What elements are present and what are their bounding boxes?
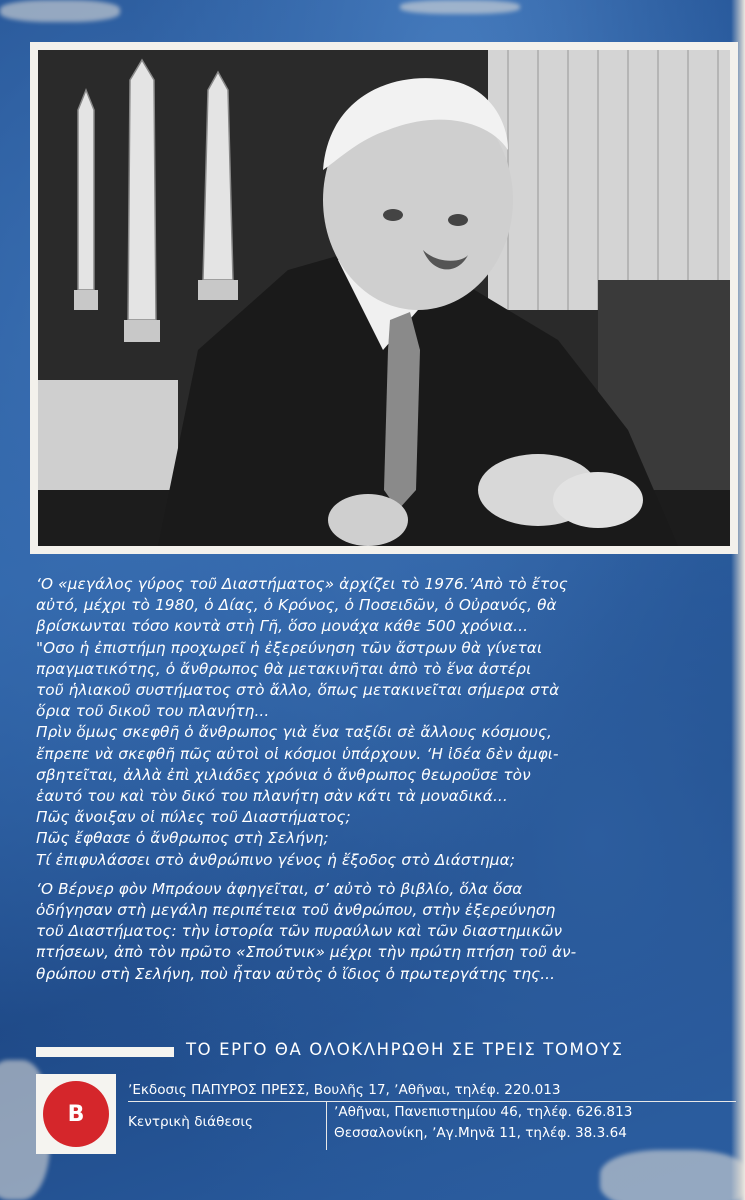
paper-wear xyxy=(0,0,120,22)
paper-wear xyxy=(400,0,520,14)
text-line: ὁδήγησαν στὴ μεγάλη περιπέτεια τοῦ ἀνθρώπου, στὴν ἐξερεύνηση xyxy=(36,901,556,920)
text-line: τοῦ Διαστήματος: τὴν ἱστορία τῶν πυραύλων καὶ τῶν διαστημικῶν xyxy=(36,922,563,941)
text-line: ‘Ο Βέρνερ φὸν Μπράουν ἀφηγεῖται, σ’ αὐτὸ τὸ βιβλίο, ὅλα ὅσα xyxy=(36,879,523,898)
text-line: ὅρια τοῦ δικοῦ του πλανήτη... xyxy=(36,702,270,721)
text-line: ‘Ο «μεγάλος γύρος τοῦ Διαστήματος» ἀρχίζει τὸ 1976.’Απὸ τὸ ἔτος xyxy=(36,575,568,593)
author-photograph-frame xyxy=(30,42,738,554)
text-line: "Οσο ἡ ἐπιστήμη προχωρεῖ ἡ ἐξερεύνηση τῶν ἄστρων θὰ γίνεται xyxy=(36,638,543,657)
address-athens: ʼΑθῆναι, Πανεπιστημίου 46, τηλέφ. 626.813 xyxy=(334,1104,633,1120)
logo-letter: B xyxy=(67,1101,85,1127)
text-line: σβητεῖται, ἀλλὰ ἐπὶ χιλιάδες χρόνια ὁ ἄνθρωπος θεωροῦσε τὸν xyxy=(36,765,531,784)
publisher-footer xyxy=(36,1074,736,1154)
distribution-label: Κεντρικὴ διάθεσις xyxy=(128,1114,253,1130)
author-photograph xyxy=(38,50,730,546)
text-line: πτήσεων, ἀπὸ τὸν πρῶτο «Σπούτνικ» μέχρι τὴν πρώτη πτήση τοῦ ἀν- xyxy=(36,943,577,962)
paragraph-gap xyxy=(36,871,736,879)
volumes-banner xyxy=(36,1040,736,1064)
publisher-logo-circle xyxy=(43,1081,109,1147)
banner-text: ΤΟ ΕΡΓΟ ΘΑ ΟΛΟΚΛΗΡΩΘΗ ΣΕ ΤΡΕΙΣ ΤΟΜΟΥΣ xyxy=(186,1040,624,1059)
text-line: πραγματικότης, ὁ ἄνθρωπος θὰ μετακινῆται ἀπὸ τὸ ἕνα ἀστέρι xyxy=(36,659,532,678)
text-line: Πρὶν ὅμως σκεφθῆ ὁ ἄνθρωπος γιὰ ἕνα ταξίδι σὲ ἄλλους κόσμους, xyxy=(36,723,553,742)
text-line: ἔπρεπε νὰ σκεφθῆ πῶς αὐτοὶ οἱ κόσμοι ὑπάρχουν. ‘Η ἰδέα δὲν ἀμφι- xyxy=(36,744,559,763)
publisher-line: ʼΕκδοσις ΠΑΠΥΡΟΣ ΠΡΕΣΣ, Βουλῆς 17, ʼΑθῆναι, τηλέφ. 220.013 xyxy=(128,1082,561,1098)
description-text xyxy=(36,574,736,985)
text-line: Πῶς ἔφθασε ὁ ἄνθρωπος στὴ Σελήνη; xyxy=(36,829,329,848)
publisher-logo xyxy=(36,1074,116,1154)
photo-illustration xyxy=(38,50,730,546)
text-line: ἑαυτό του καὶ τὸν δικό του πλανήτη σὰν κάτι τὰ μοναδικά... xyxy=(36,787,508,806)
text-line: Τί ἐπιφυλάσσει στὸ ἀνθρώπινο γένος ἡ ἔξοδος στὸ Διάστημα; xyxy=(36,850,516,869)
text-line: θρώπου στὴ Σελήνη, ποὺ ἦταν αὐτὸς ὁ ἴδιος ὁ πρωτεργάτης της... xyxy=(36,964,556,983)
publisher-info xyxy=(128,1080,736,1152)
divider xyxy=(326,1102,327,1150)
paper-wear xyxy=(600,1150,745,1200)
text-line: Πῶς ἄνοιξαν οἱ πύλες τοῦ Διαστήματος; xyxy=(36,808,351,827)
text-line: τοῦ ἡλιακοῦ συστήματος στὸ ἄλλο, ὅπως μετακινεῖται σήμερα στὰ xyxy=(36,681,560,700)
text-line: βρίσκωνται τόσο κοντὰ στὴ Γῆ, ὅσο μονάχα κάθε 500 χρόνια... xyxy=(36,617,529,636)
text-line: αὐτό, μέχρι τὸ 1980, ὁ Δίας, ὁ Κρόνος, ὁ Ποσειδῶν, ὁ Οὐρανός, θὰ xyxy=(36,596,557,615)
banner-bar xyxy=(36,1047,174,1057)
address-thessaloniki: Θεσσαλονίκη, ʼΑγ.Μηνᾶ 11, τηλέφ. 38.3.64 xyxy=(334,1125,627,1141)
